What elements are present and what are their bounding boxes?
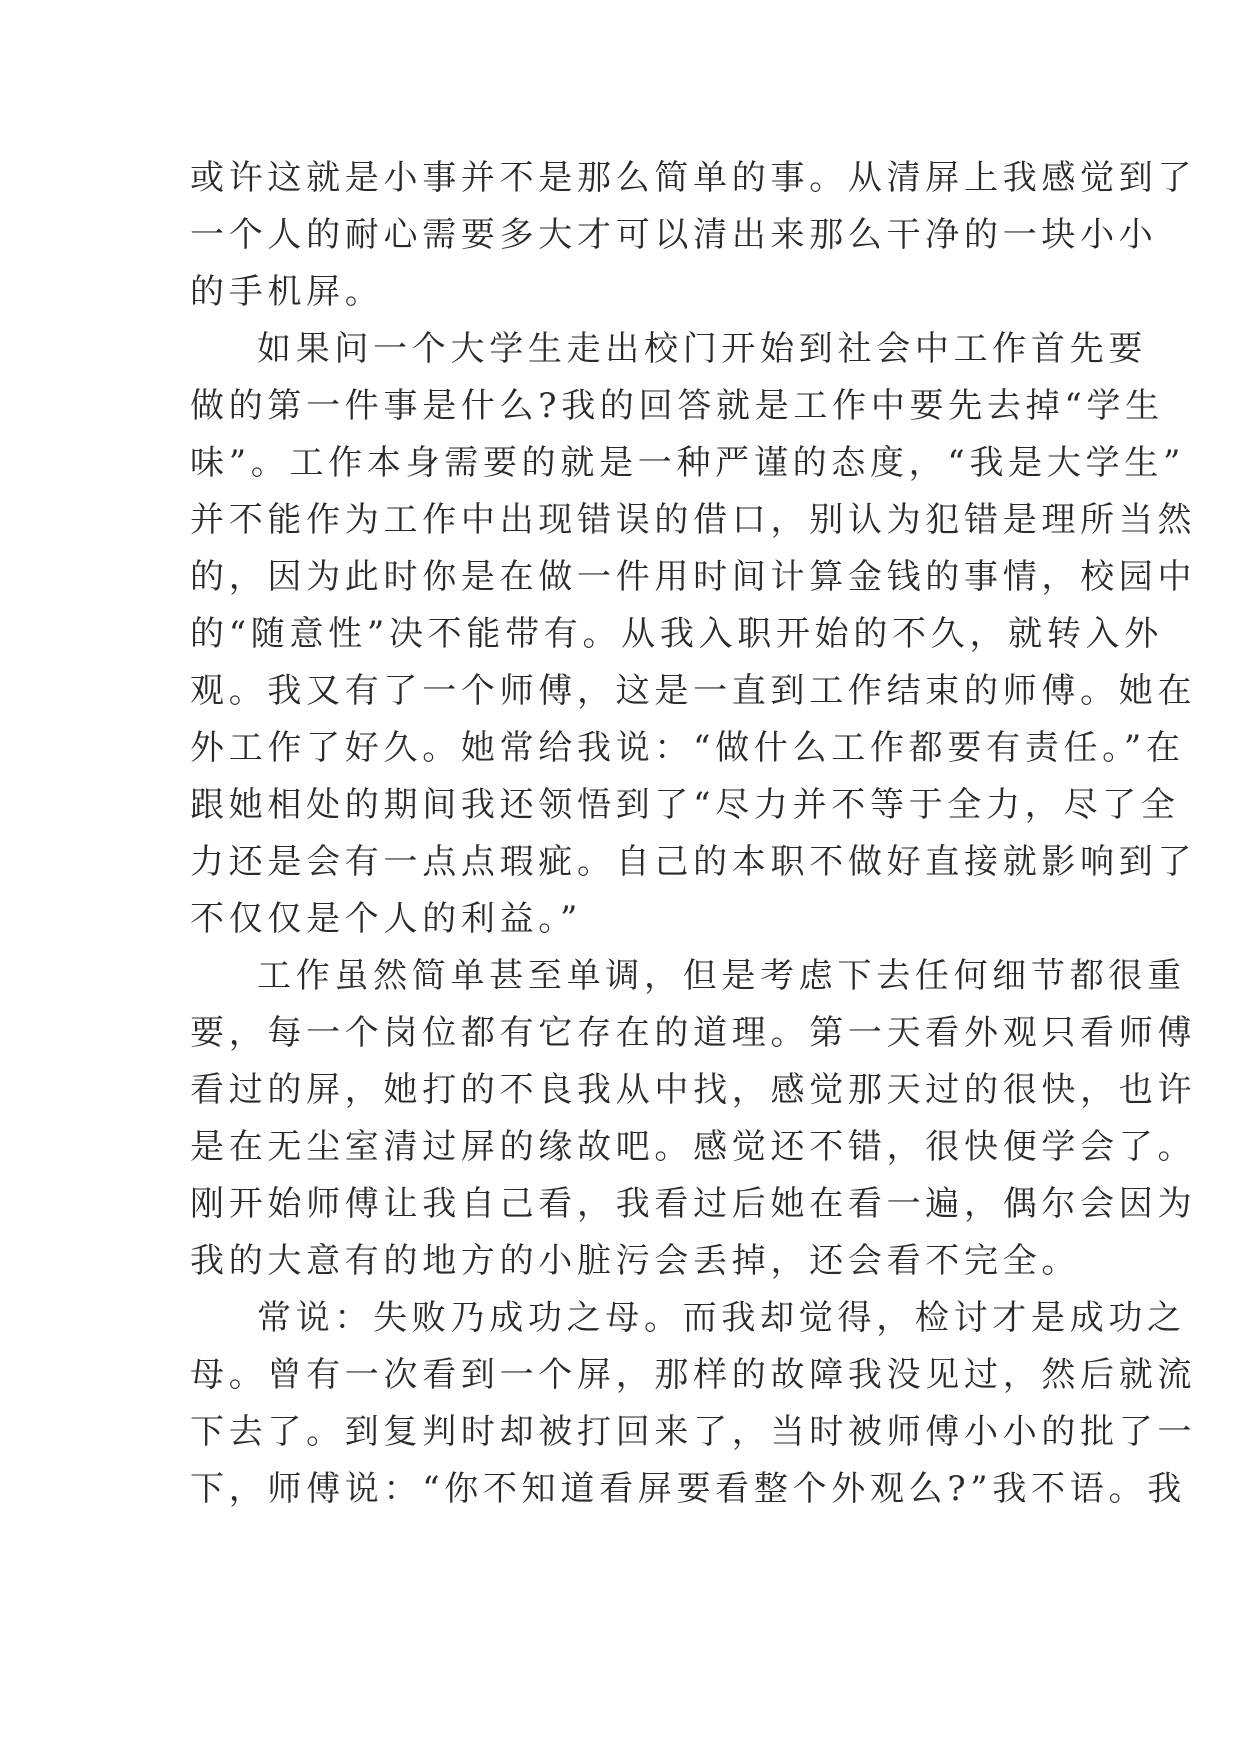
text-line: 我的大意有的地方的小脏污会丢掉，还会看不完全。 (190, 1241, 1081, 1281)
text-line: 力还是会有一点点瑕疵。自己的本职不做好直接就影响到了 (190, 842, 1197, 882)
text-line: 不仅仅是个人的利益。” (190, 899, 583, 939)
text-line: 看过的屏，她打的不良我从中找，感觉那天过的很快，也许 (190, 1070, 1197, 1110)
paragraph-3 (190, 948, 1197, 1290)
text-line: 刚开始师傅让我自己看，我看过后她在看一遍，偶尔会因为 (190, 1184, 1197, 1224)
text-line: 外工作了好久。她常给我说：“做什么工作都要有责任。”在 (190, 728, 1185, 768)
text-line: 的，因为此时你是在做一件用时间计算金钱的事情，校园中 (190, 557, 1197, 597)
text-line: 跟她相处的期间我还领悟到了“尽力并不等于全力，尽了全 (190, 785, 1180, 825)
text-line: 工作虽然简单甚至单调，但是考虑下去任何细节都很重 (257, 956, 1186, 996)
document-body (190, 150, 1197, 1518)
text-line: 一个人的耐心需要多大才可以清出来那么干净的一块小小 (190, 215, 1158, 255)
text-line: 是在无尘室清过屏的缘故吧。感觉还不错，很快便学会了。 (190, 1127, 1197, 1167)
text-line: 或许这就是小事并不是那么简单的事。从清屏上我感觉到了 (190, 158, 1197, 198)
text-line: 下去了。到复判时却被打回来了，当时被师傅小小的批了一 (190, 1412, 1197, 1452)
text-line: 观。我又有了一个师傅，这是一直到工作结束的师傅。她在 (190, 671, 1197, 711)
paragraph-2 (190, 321, 1197, 948)
text-line: 味”。工作本身需要的就是一种严谨的态度，“我是大学生” (190, 443, 1186, 483)
text-line: 如果问一个大学生走出校门开始到社会中工作首先要 (257, 329, 1148, 369)
text-line: 的“随意性”决不能带有。从我入职开始的不久，就转入外 (190, 614, 1163, 654)
paragraph-4 (190, 1290, 1197, 1518)
text-line: 常说：失败乃成功之母。而我却觉得，检讨才是成功之 (257, 1298, 1186, 1338)
text-line: 做的第一件事是什么?我的回答就是工作中要先去掉“学生 (190, 386, 1164, 426)
text-line: 的手机屏。 (190, 272, 384, 312)
paragraph-1 (190, 150, 1197, 321)
text-line: 要，每一个岗位都有它存在的道理。第一天看外观只看师傅 (190, 1013, 1197, 1053)
text-line: 下，师傅说：“你不知道看屏要看整个外观么?”我不语。我 (190, 1469, 1186, 1509)
text-line: 母。曾有一次看到一个屏，那样的故障我没见过，然后就流 (190, 1355, 1197, 1395)
text-line: 并不能作为工作中出现错误的借口，别认为犯错是理所当然 (190, 500, 1197, 540)
